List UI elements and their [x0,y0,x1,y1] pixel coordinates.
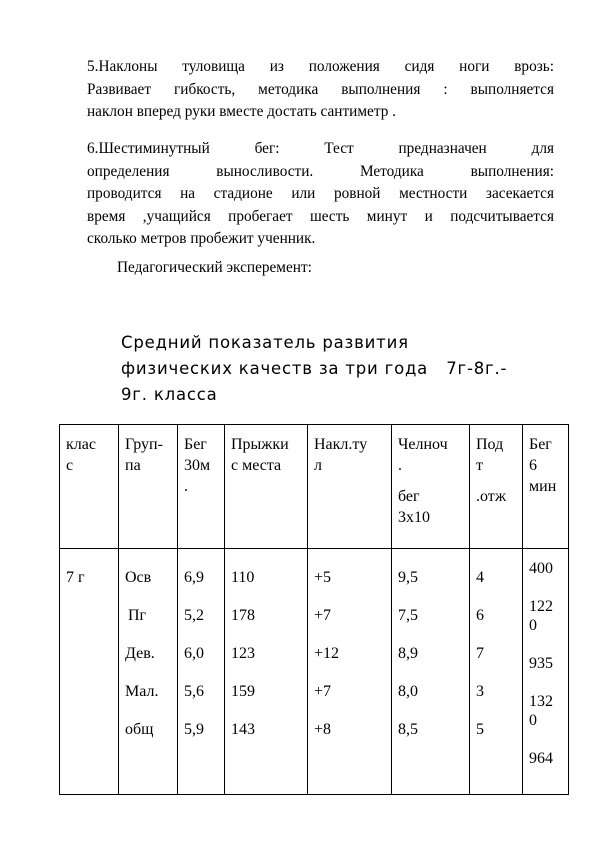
run30-value: 6,9 [184,569,204,586]
run6-value: 400 [529,560,553,577]
table-row [60,549,569,795]
cell-jump [225,549,308,795]
header-pushups-line: т [476,457,483,474]
header-pushups-line: Под [476,436,504,453]
header-class [60,425,119,549]
header-run-6min-line: 6 [529,457,537,474]
table-title-line-2: физических качеств за три года 7г-8г.- [121,359,508,378]
paragraph-6 [87,138,554,251]
header-run-6min-line: мин [529,478,557,495]
shuttle-value: 7,5 [398,607,418,624]
header-pushups [470,425,523,549]
p5-line-2: Развивает гибкость, методика выполнения : выполняется [87,80,554,98]
class-value: 7 г [66,569,85,586]
group-value: Осв [125,569,152,586]
run30-value: 6,0 [184,645,204,662]
group-value: общ [125,721,154,738]
table-title [121,330,561,408]
cell-pushups [470,549,523,795]
header-run-6min-line: Бег [529,436,552,453]
pushups-value: 4 [476,569,484,586]
cell-run-30m [178,549,225,795]
header-jump-line: с места [231,457,282,474]
jump-value: 159 [231,683,255,700]
bend-value: +8 [314,721,332,738]
cell-groups [119,549,178,795]
p6-line-5: сколько метров пробежит ученник. [87,230,316,247]
group-value: Дев. [125,645,155,662]
header-run-30m-line: 30м [184,457,211,474]
pushups-value: 5 [476,721,484,738]
header-trunk-bend [308,425,392,549]
pushups-value: 3 [476,683,484,700]
p6-line-3: проводится на стадионе или ровной местности засекается [87,185,554,202]
shuttle-value: 9,5 [398,569,418,586]
jump-value: 178 [231,607,255,624]
jump-value: 123 [231,645,255,662]
cell-class [60,549,119,795]
cell-shuttle [392,549,470,795]
header-run-30m-line: Бег [184,436,207,453]
header-shuttle-line: . [398,457,402,474]
group-value: Пг [128,607,147,624]
run6-value: 935 [529,655,553,672]
pushups-value: 7 [476,645,484,662]
cell-run-6min [523,549,569,795]
header-shuttle-line: бег [398,488,420,505]
header-jump-line: Прыжки [231,436,289,453]
table-title-line-1: Средний показатель развития [121,333,409,352]
run6-spacer [523,730,568,749]
p5-line-3: наклон вперед руки вместе достать сантиметр . [87,103,396,120]
run6-spacer [523,673,568,692]
paragraph-5 [87,56,554,124]
header-group-line: па [125,457,141,474]
p5-line-1: 5.Наклоны туловища из положения сидя ноги врозь: [87,58,554,75]
p6-line-2: определения выносливости. Методика выполнения: [87,162,554,180]
p6-line-4: время ,учащийся пробегает шесть минут и подсчитывается [87,207,554,225]
run6-value: 964 [529,750,553,767]
header-run-30m-line: . [184,478,188,495]
pedagogical-experiment-heading: Педагогический эксперемент: [117,259,312,276]
shuttle-value: 8,5 [398,721,418,738]
run6-value: 0 [529,712,537,729]
header-group [119,425,178,549]
bend-value: +5 [314,569,332,586]
group-value: Мал. [125,683,159,700]
shuttle-value: 8,0 [398,683,418,700]
bend-value: +12 [314,645,340,662]
run6-value: 122 [529,598,553,615]
run6-spacer [523,578,568,597]
pushups-value: 6 [476,607,484,624]
table-title-line-3: 9г. класса [121,385,218,404]
header-run-30m [178,425,225,549]
table-header-row [60,425,569,549]
run30-value: 5,6 [184,683,204,700]
bend-value: +7 [314,683,332,700]
header-shuttle-line: Челноч [398,436,448,453]
header-shuttle-gap [398,476,469,486]
header-class-line: клас [66,436,96,453]
header-standing-jump [225,425,308,549]
header-group-line: Груп- [125,436,163,453]
header-pushups-line: .отж [476,488,507,505]
p6-line-1: 6.Шестиминутный бег: Тест предназначен для [87,140,554,157]
jump-value: 143 [231,721,255,738]
header-run-6min [523,425,569,549]
header-class-line: с [66,457,74,474]
cell-bend [308,549,392,795]
results-table [59,424,569,795]
header-bend-line: Накл.ту [314,436,368,453]
header-pushups-gap [476,476,522,486]
run30-value: 5,2 [184,607,204,624]
run6-value: 0 [529,617,537,634]
jump-value: 110 [231,569,255,586]
shuttle-value: 8,9 [398,645,418,662]
header-shuttle-run [392,425,470,549]
header-shuttle-line: 3х10 [398,509,430,526]
run6-value: 132 [529,693,553,710]
header-bend-line: л [314,457,322,474]
bend-value: +7 [314,607,332,624]
run30-value: 5,9 [184,721,204,738]
run6-spacer [523,635,568,654]
